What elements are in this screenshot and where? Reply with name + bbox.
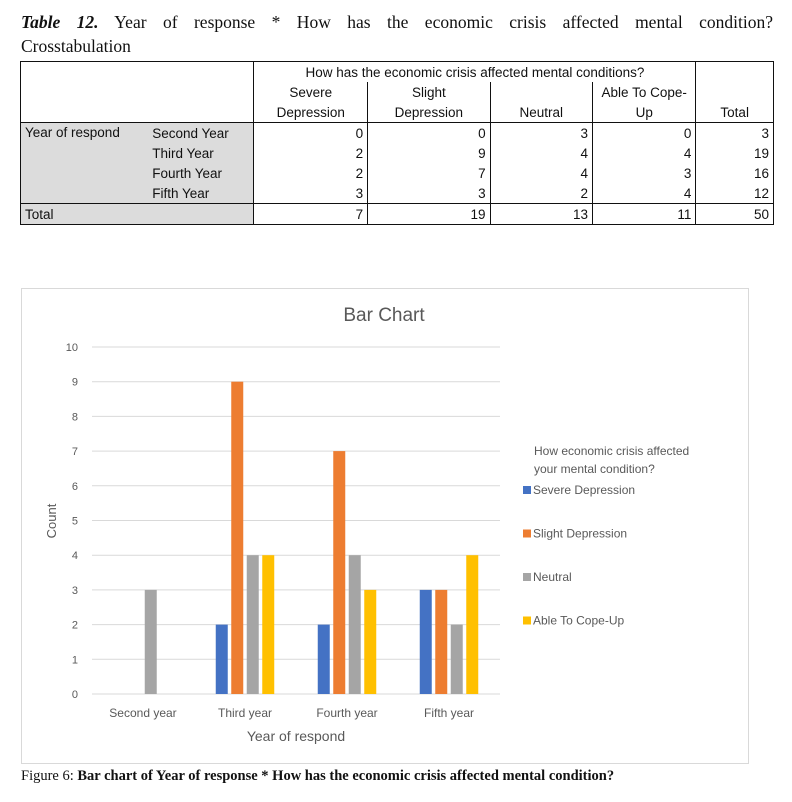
col-header-neutral-1 [490, 82, 592, 102]
bar [435, 590, 447, 694]
table-cell: 0 [254, 123, 368, 144]
figure-caption-text: Bar chart of Year of response * How has the economic crisis affected mental condition? [77, 768, 615, 784]
bar [318, 625, 330, 694]
bar-chart [21, 288, 749, 764]
legend-swatch [523, 486, 531, 494]
table-cell: 2 [254, 163, 368, 183]
bar [451, 625, 463, 694]
row-group-label-text: Year of respond [25, 125, 120, 140]
bar [349, 555, 361, 694]
bar [231, 382, 243, 694]
figure-caption [21, 768, 614, 785]
table-cell: 0 [368, 123, 491, 144]
y-tick-label: 10 [65, 342, 78, 354]
row-label: Third Year [148, 143, 254, 163]
total-cell: 7 [254, 204, 368, 225]
x-tick-label: Fifth year [423, 706, 475, 720]
y-axis-label: Count [44, 503, 59, 539]
y-tick-label: 9 [71, 376, 78, 389]
x-tick-label: Second year [109, 706, 177, 720]
legend-swatch [523, 617, 531, 625]
table-caption [21, 10, 773, 34]
table-cell: 4 [490, 163, 592, 183]
legend-title-line: your mental condition? [534, 462, 655, 476]
total-row-label: Total [21, 204, 149, 225]
x-axis-ticks [109, 706, 474, 720]
y-tick-label: 3 [71, 584, 78, 597]
table-caption-line2: Crosstabulation [21, 36, 131, 56]
table-caption-text: Year of response * How has the economic crisis affected mental condition? [114, 12, 773, 32]
table-caption-label: Table 12. [21, 12, 99, 32]
bar-chart-svg [22, 289, 748, 763]
bar [420, 590, 432, 694]
y-tick-label: 6 [71, 480, 78, 493]
col-header-total: Total [720, 105, 749, 120]
figure-caption-label: Figure 6: [21, 768, 74, 784]
legend-label: Able To Cope-Up [533, 613, 625, 628]
chart-bars [145, 382, 479, 694]
y-tick-label: 8 [71, 411, 78, 424]
legend-swatch [523, 530, 531, 538]
bar [333, 451, 345, 694]
legend-title [534, 444, 693, 476]
table-cell: 9 [368, 143, 491, 163]
header-blank [21, 62, 254, 123]
total-cell: 13 [490, 204, 592, 225]
bar [466, 555, 478, 694]
y-tick-label: 2 [71, 619, 78, 632]
col-header-severe-1: Severe [254, 82, 368, 102]
y-tick-label: 1 [71, 654, 78, 667]
y-axis-ticks [66, 342, 78, 701]
col-header-severe-2: Depression [254, 102, 368, 123]
table-cell: 4 [490, 143, 592, 163]
table-cell: 3 [696, 123, 774, 144]
y-tick-label: 4 [71, 550, 78, 563]
total-cell: 19 [368, 204, 491, 225]
super-header: How has the economic crisis affected mental conditions? [254, 62, 696, 83]
col-header-slight-2: Depression [368, 102, 491, 123]
x-axis-label: Year of respond [246, 728, 346, 744]
total-header-cell [696, 62, 774, 123]
row-label: Second Year [148, 123, 254, 144]
table-cell: 19 [696, 143, 774, 163]
legend-title-line: How economic crisis affected [534, 444, 690, 458]
bar [247, 555, 259, 694]
table-cell: 0 [593, 123, 696, 144]
table-cell: 4 [593, 143, 696, 163]
col-header-slight-1: Slight [368, 82, 491, 102]
x-tick-label: Third year [217, 706, 273, 720]
legend-label: Severe Depression [533, 483, 636, 497]
crosstab-table [20, 61, 774, 225]
total-cell: 11 [593, 204, 696, 225]
legend-label: Neutral [533, 570, 572, 584]
y-tick-label: 5 [71, 515, 78, 528]
table-cell: 3 [368, 183, 491, 204]
table-cell: 16 [696, 163, 774, 183]
legend-label: Slight Depression [533, 526, 628, 541]
row-label: Fourth Year [148, 163, 254, 183]
col-header-cope-2: Up [593, 102, 696, 123]
table-cell: 12 [696, 183, 774, 204]
x-tick-label: Fourth year [316, 706, 378, 720]
table-cell: 4 [593, 183, 696, 204]
table-cell: 3 [490, 123, 592, 144]
bar [216, 625, 228, 694]
legend-swatch [523, 573, 531, 581]
table-cell: 3 [593, 163, 696, 183]
bar [145, 590, 157, 694]
bar [262, 555, 274, 694]
col-header-cope-1: Able To Cope- [593, 82, 696, 102]
table-cell: 7 [368, 163, 491, 183]
bar [364, 590, 376, 694]
col-header-neutral-2: Neutral [490, 102, 592, 123]
total-cell: 50 [696, 204, 774, 225]
chart-title: Bar Chart [343, 305, 425, 326]
y-tick-label: 7 [71, 446, 78, 459]
chart-legend [523, 444, 693, 628]
table-cell: 2 [254, 143, 368, 163]
total-row-blank [148, 204, 254, 225]
row-group-label [21, 123, 149, 204]
y-tick-label: 0 [71, 689, 78, 701]
table-cell: 3 [254, 183, 368, 204]
table-cell: 2 [490, 183, 592, 204]
row-label: Fifth Year [148, 183, 254, 204]
